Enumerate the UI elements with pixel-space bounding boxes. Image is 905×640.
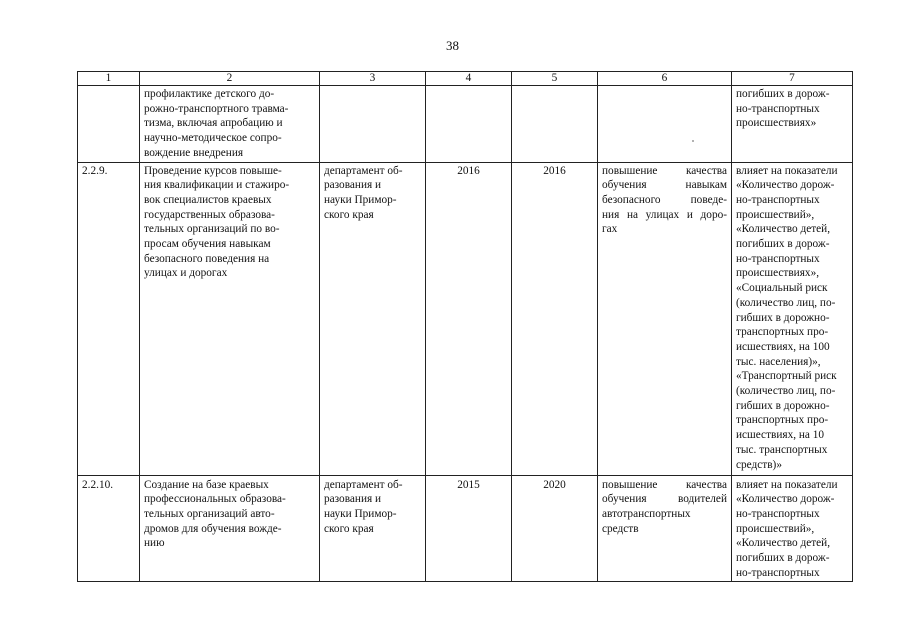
- header-cell: 6: [598, 72, 732, 86]
- text-line: «Количество детей,: [736, 537, 831, 550]
- text-line: влияет на показатели: [736, 164, 838, 177]
- text-line: «Количество детей,: [736, 223, 831, 236]
- result-cell: [598, 86, 732, 163]
- text-line: повышение качества: [602, 164, 727, 177]
- table-row: [78, 86, 853, 163]
- row-number-cell: 2.2.10.: [78, 475, 140, 582]
- header-cell: 4: [426, 72, 512, 86]
- text-line: ского края: [324, 208, 374, 221]
- text-line: рожно-транспортного травма-: [144, 102, 289, 115]
- text-line: вождение внедрения: [144, 146, 244, 159]
- end-year-cell: [512, 86, 598, 163]
- executor-cell: [320, 475, 426, 582]
- activity-cell: [140, 162, 320, 475]
- start-year-cell: 2016: [426, 162, 512, 475]
- text-line: обучения навыкам: [602, 179, 727, 192]
- text-line: исшествиях, на 100: [736, 340, 830, 353]
- text-line: происшествий»,: [736, 522, 815, 535]
- text-line: государственных образова-: [144, 208, 275, 221]
- text-line: «Транспортный риск: [736, 370, 837, 383]
- page-number: 38: [446, 38, 459, 53]
- header-cell: 7: [732, 72, 853, 86]
- text-line: повышение качества: [602, 478, 727, 491]
- text-line: но-транспортных: [736, 102, 820, 115]
- text-line: «Количество дорож-: [736, 179, 835, 192]
- text-line: транспортных про-: [736, 414, 829, 427]
- text-line: но-транспортных: [736, 507, 820, 520]
- result-cell: [598, 475, 732, 582]
- text-line: разования и: [324, 493, 382, 506]
- text-line: тельных организаций по во-: [144, 223, 280, 236]
- text-line: средств: [602, 522, 639, 535]
- text-line: влияет на показатели: [736, 478, 838, 491]
- text-line: но-транспортных: [736, 193, 820, 206]
- executor-cell: [320, 162, 426, 475]
- header-cell: 2: [140, 72, 320, 86]
- text-line: гибших в дорожно-: [736, 311, 830, 324]
- text-line: исшествиях, на 10: [736, 429, 825, 442]
- text-line: департамент об-: [324, 478, 403, 491]
- text-line: тыс. населения)»,: [736, 355, 821, 368]
- text-line: гах: [602, 223, 618, 236]
- text-line: погибших в дорож-: [736, 552, 830, 565]
- text-line: погибших в дорож-: [736, 238, 830, 251]
- start-year-cell: 2015: [426, 475, 512, 582]
- text-line: но-транспортных: [736, 252, 820, 265]
- activity-cell: [140, 86, 320, 163]
- text-line: ского края: [324, 522, 374, 535]
- text-line: происшествий»,: [736, 208, 815, 221]
- start-year-cell: [426, 86, 512, 163]
- text-line: тельных организаций авто-: [144, 507, 275, 520]
- text-line: транспортных про-: [736, 326, 829, 339]
- activity-cell: [140, 475, 320, 582]
- text-line: (количество лиц, по-: [736, 385, 836, 398]
- table-header-row: [78, 72, 853, 86]
- end-year-cell: 2020: [512, 475, 598, 582]
- text-line: науки Примор-: [324, 193, 397, 206]
- program-activities-table: [77, 71, 853, 582]
- text-line: «Социальный риск: [736, 282, 828, 295]
- end-year-cell: 2016: [512, 162, 598, 475]
- text-line: ния квалификации и стажиро-: [144, 179, 290, 192]
- header-cell: 1: [78, 72, 140, 86]
- text-line: департамент об-: [324, 164, 403, 177]
- text-line: дромов для обучения вожде-: [144, 522, 282, 535]
- text-line: науки Примор-: [324, 507, 397, 520]
- scan-speck: [692, 140, 694, 142]
- text-line: «Количество дорож-: [736, 493, 835, 506]
- header-cell: 5: [512, 72, 598, 86]
- text-line: нию: [144, 537, 165, 550]
- text-line: гибших в дорожно-: [736, 399, 830, 412]
- text-line: безопасного поведения на: [144, 252, 270, 265]
- text-line: тизма, включая апробацию и: [144, 117, 283, 130]
- text-line: (количество лиц, по-: [736, 296, 836, 309]
- row-number-cell: [78, 86, 140, 163]
- text-line: вок специалистов краевых: [144, 193, 272, 206]
- indicator-cell: [732, 475, 853, 582]
- text-line: происшествиях»,: [736, 267, 820, 280]
- text-line: разования и: [324, 179, 382, 192]
- text-line: обучения водителей: [602, 493, 727, 506]
- text-line: научно-методическое сопро-: [144, 132, 282, 145]
- text-line: профессиональных образова-: [144, 493, 286, 506]
- indicator-cell: [732, 86, 853, 163]
- text-line: но-транспортных: [736, 566, 820, 579]
- result-cell: [598, 162, 732, 475]
- text-line: Создание на базе краевых: [144, 478, 269, 491]
- row-number-cell: 2.2.9.: [78, 162, 140, 475]
- text-line: улицах и дорогах: [144, 267, 228, 280]
- text-line: Проведение курсов повыше-: [144, 164, 282, 177]
- text-line: погибших в дорож-: [736, 88, 830, 100]
- text-line: автотранспортных: [602, 507, 691, 520]
- text-line: ния на улицах и доро-: [602, 208, 727, 221]
- indicator-cell: [732, 162, 853, 475]
- text-line: просам обучения навыкам: [144, 238, 271, 251]
- executor-cell: [320, 86, 426, 163]
- header-cell: 3: [320, 72, 426, 86]
- text-line: безопасного поведе-: [602, 193, 727, 206]
- text-line: происшествиях»: [736, 117, 817, 130]
- table-row: [78, 475, 853, 582]
- text-line: средств)»: [736, 458, 782, 471]
- text-line: профилактике детского до-: [144, 88, 275, 100]
- text-line: тыс. транспортных: [736, 443, 828, 456]
- table-row: [78, 162, 853, 475]
